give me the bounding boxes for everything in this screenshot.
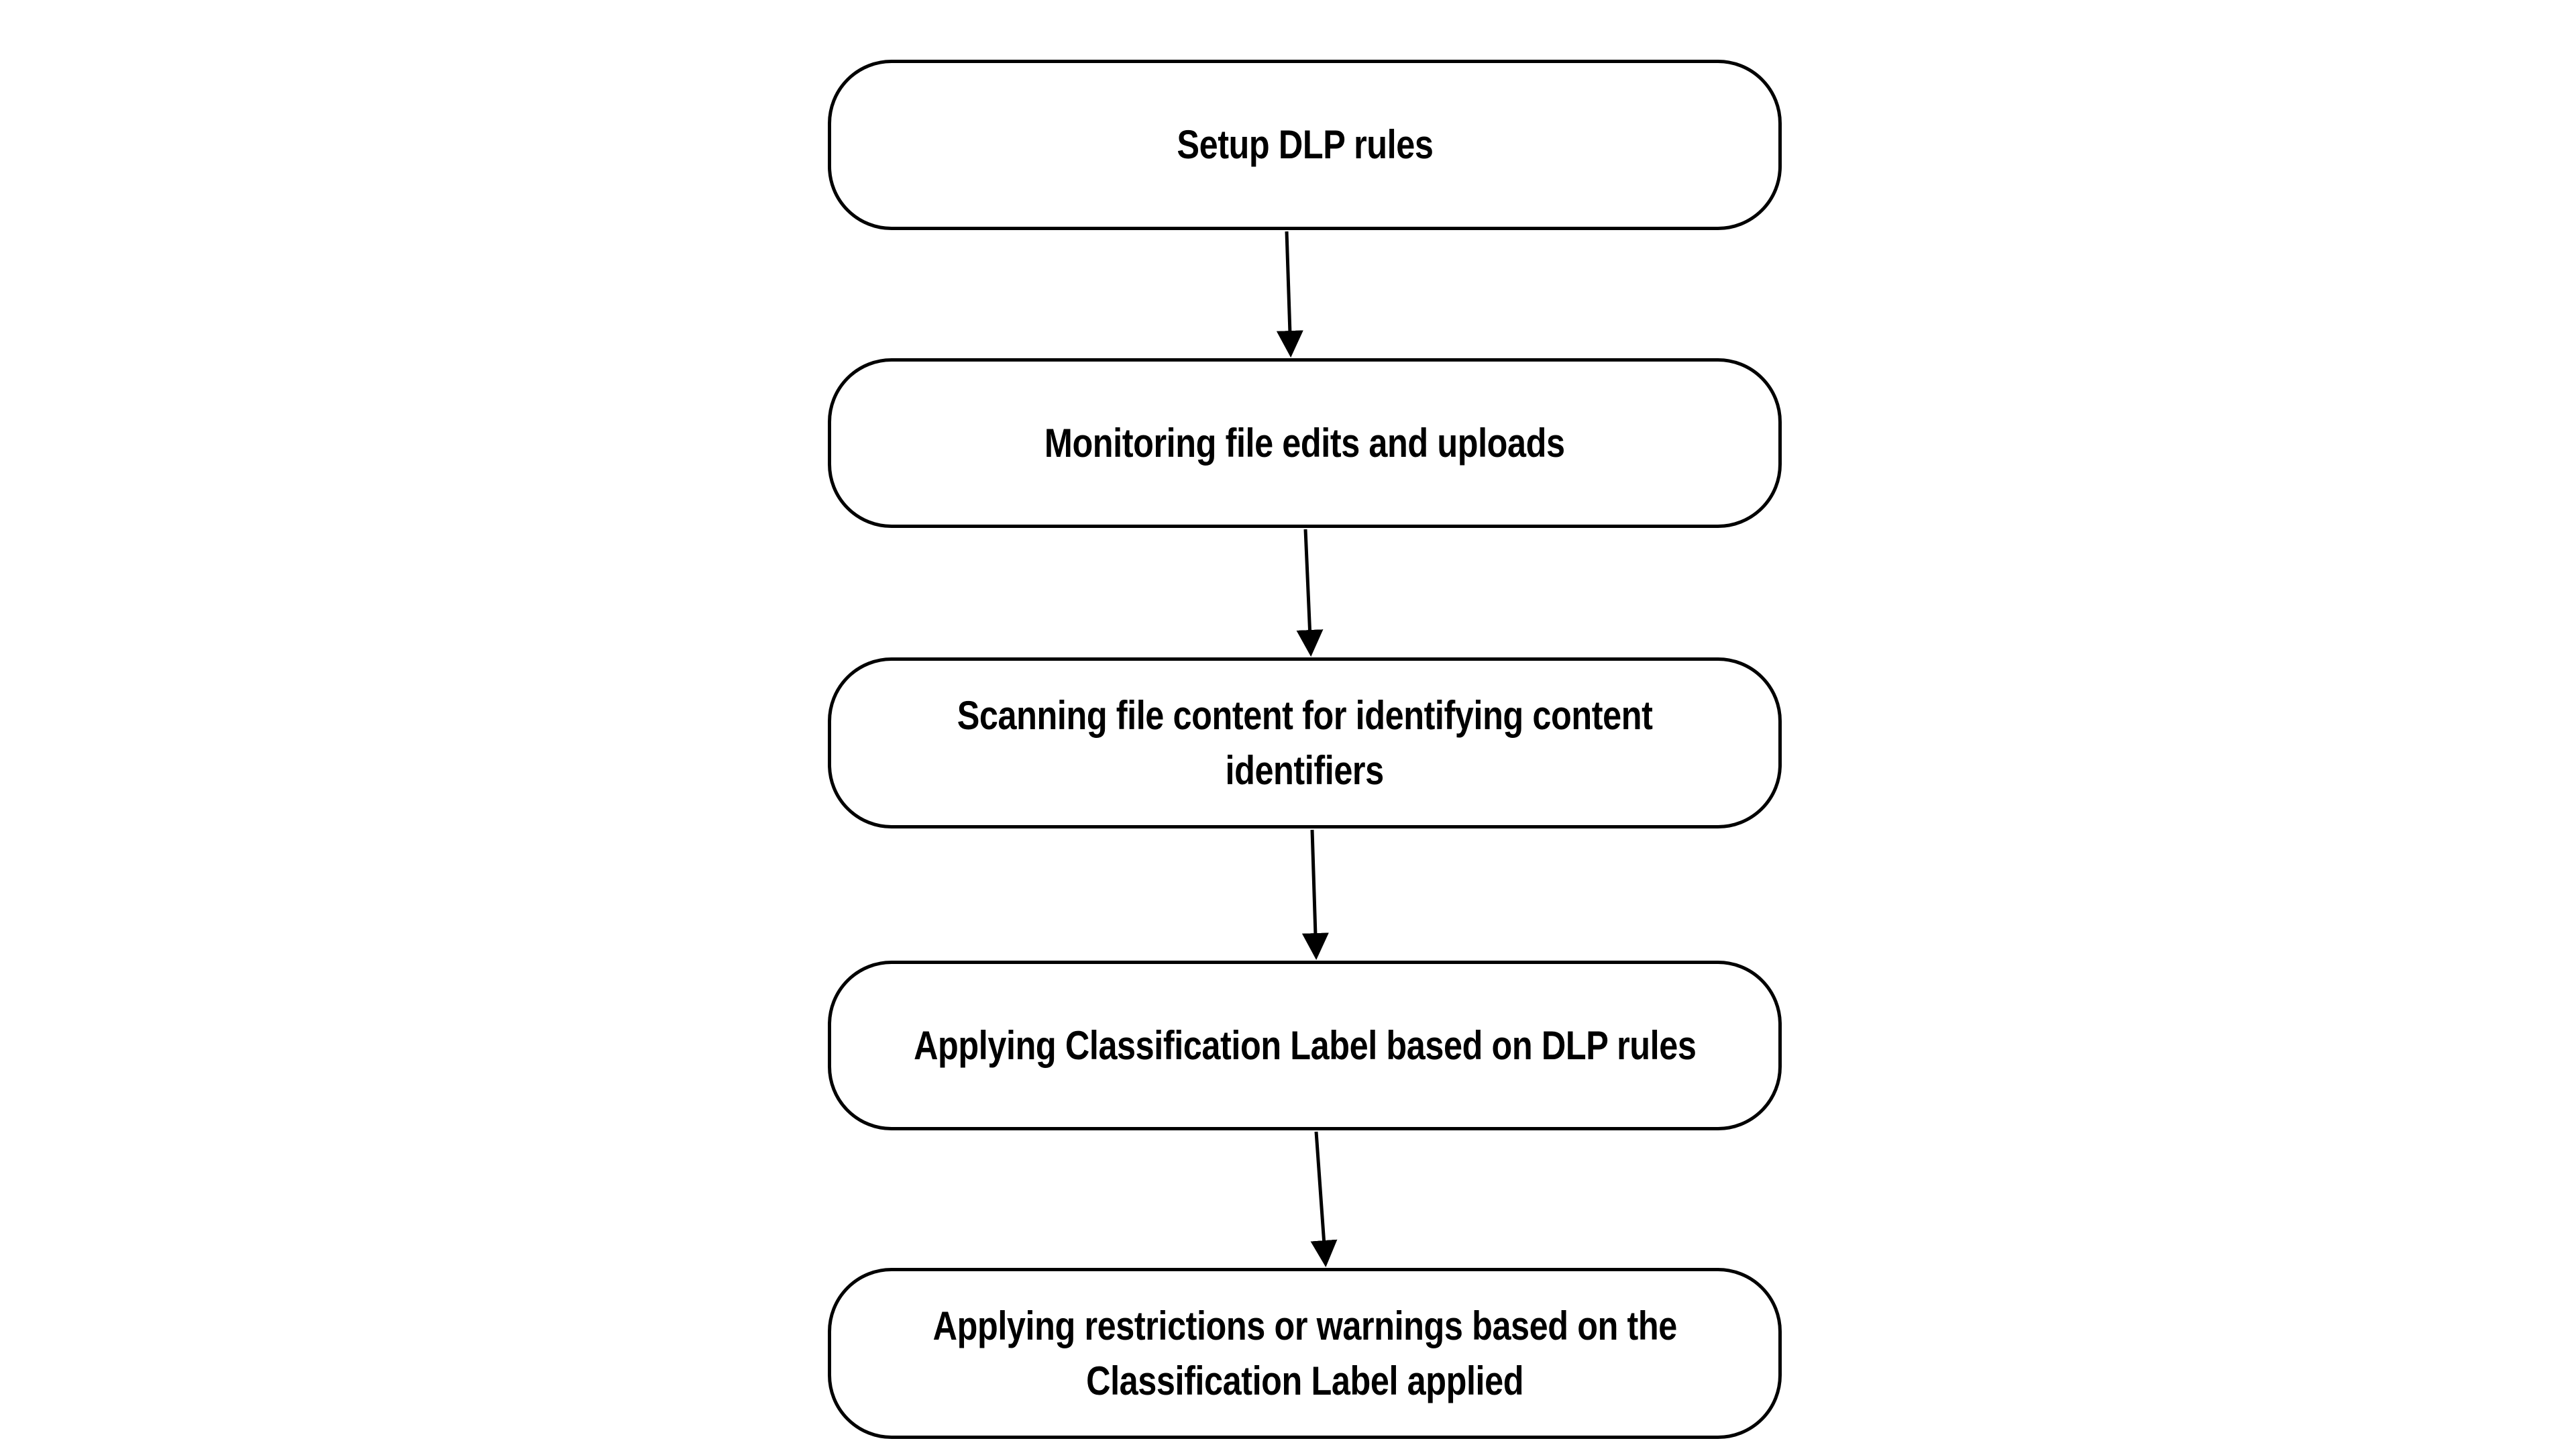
flow-node-monitoring-file-edits <box>828 358 1782 528</box>
arrow-classify-to-restrict <box>1316 1132 1326 1264</box>
flow-node-setup-dlp-rules <box>828 60 1782 230</box>
flow-node-label-line-1: Scanning file content for identifying content <box>957 692 1653 738</box>
flow-node-label-line-2: identifiers <box>1225 747 1385 793</box>
flow-node-label-line-2: Classification Label applied <box>1085 1358 1523 1403</box>
flow-node-scanning-file-content <box>828 657 1782 828</box>
arrow-monitor-to-scan <box>1305 529 1311 653</box>
flow-node-applying-classification-label <box>828 961 1782 1130</box>
arrow-setup-to-monitor <box>1287 231 1291 354</box>
flow-node-label-line-1: Applying restrictions or warnings based on the <box>932 1303 1677 1348</box>
arrow-scan-to-classify <box>1312 830 1316 957</box>
flow-node-label: Applying Classification Label based on DLP rules <box>913 1022 1697 1068</box>
flow-node-label: Monitoring file edits and uploads <box>1044 420 1565 466</box>
flow-node-label: Setup DLP rules <box>1176 122 1434 167</box>
flow-node-applying-restrictions-warnings <box>828 1268 1782 1439</box>
